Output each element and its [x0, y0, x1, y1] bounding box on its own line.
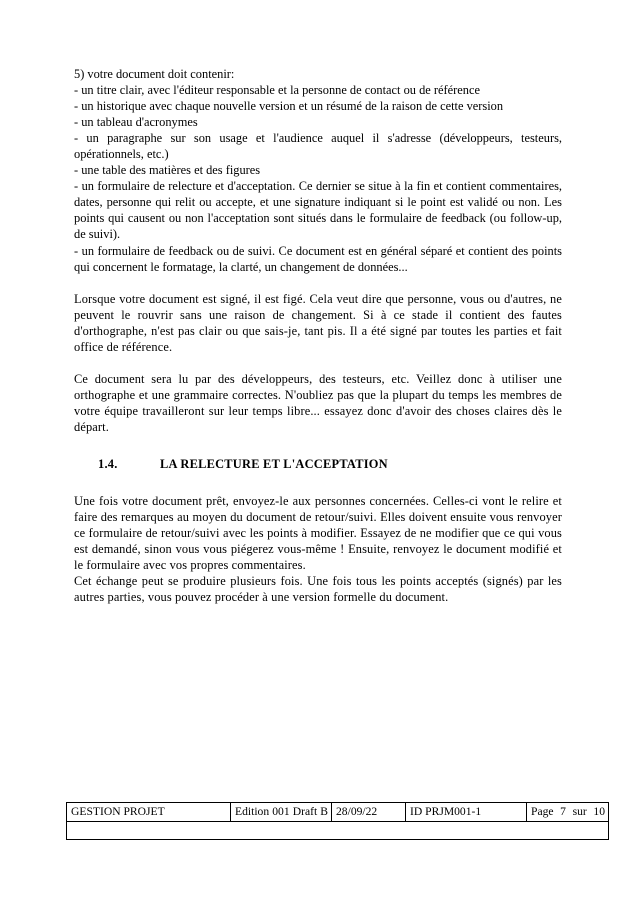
footer-cell-date: 28/09/22	[332, 803, 406, 822]
section-number: 1.4.	[98, 456, 118, 471]
document-body	[74, 66, 562, 605]
intro-heading: 5) votre document doit contenir:	[74, 67, 235, 81]
section-title: LA RELECTURE ET L'ACCEPTATION	[160, 456, 388, 471]
requirement-item: - un formulaire de relecture et d'acceptation. Ce dernier se situe à la fin et contient commentaires, dates, personne qui relit ou accepte, et une signature indiquant si le point est validé ou non. Les points qui causent ou non l'acceptation sont situés dans le formulaire de feedback (ou follow-up, de suivi).	[74, 179, 562, 242]
footer-row-main	[67, 803, 609, 822]
footer-cell-empty	[67, 822, 609, 840]
section-heading	[74, 456, 562, 472]
footer-row-empty	[67, 822, 609, 840]
footer-cell-project: GESTION PROJET	[67, 803, 231, 822]
footer-table	[66, 802, 609, 840]
paragraph-signed: Lorsque votre document est signé, il est figé. Cela veut dire que personne, vous ou d'autres, ne peuvent le rouvrir sans une raison de changement. Si à ce stade il contient des fautes d'orthographe, n'est pas clair ou que sais-je, tant pis. Il a été signé par toutes les parties et fait office de référence.	[74, 291, 562, 354]
section-heading-line	[98, 456, 562, 472]
paragraph-readers: Ce document sera lu par des développeurs, des testeurs, etc. Veillez donc à utiliser une orthographe et une grammaire correctes. N'oubliez pas que la plupart du temps les membres de votre équipe travailleront sur leur temps libre... essayez donc d'avoir des choses claires dès le départ.	[74, 371, 562, 434]
footer-cell-page: Page 7 sur 10	[527, 803, 609, 822]
paragraph-exchange: Cet échange peut se produire plusieurs fois. Une fois tous les points acceptés (signés) par les autres parties, vous pouvez procéder à une version formelle du document.	[74, 574, 562, 605]
heading-spacer	[74, 472, 562, 493]
requirement-item: - un tableau d'acronymes	[74, 115, 198, 130]
footer-cell-id: ID PRJM001-1	[406, 803, 527, 822]
footer-cell-edition: Edition 001 Draft B	[231, 803, 332, 822]
requirement-item: - un historique avec chaque nouvelle version et un résumé de la raison de cette version	[74, 99, 504, 114]
requirement-item: - un paragraphe sur son usage et l'audience auquel il s'adresse (développeurs, testeurs, opérationnels, etc.)	[74, 131, 562, 162]
requirement-item: - une table des matières et des figures	[74, 163, 261, 178]
requirement-item: - un titre clair, avec l'éditeur responsable et la personne de contact ou de référence	[74, 83, 480, 98]
paragraph-review: Une fois votre document prêt, envoyez-le aux personnes concernées. Celles-ci vont le relire et faire des remarques au moyen du document de retour/suivi. Elles doivent ensuite vous renvoyer ce formulaire de retour/suivi avec les points à modifier. Essayez de ne modifier que ce qui vous est demandé, sinon vous vous piégerez vous-même ! Ensuite, renvoyez le document modifié et le formulaire avec vos propres commentaires.	[74, 494, 562, 573]
requirement-item: - un formulaire de feedback ou de suivi. Ce document est en général séparé et contient des points qui concernent le formatage, la clarté, un changement de données...	[74, 243, 562, 274]
